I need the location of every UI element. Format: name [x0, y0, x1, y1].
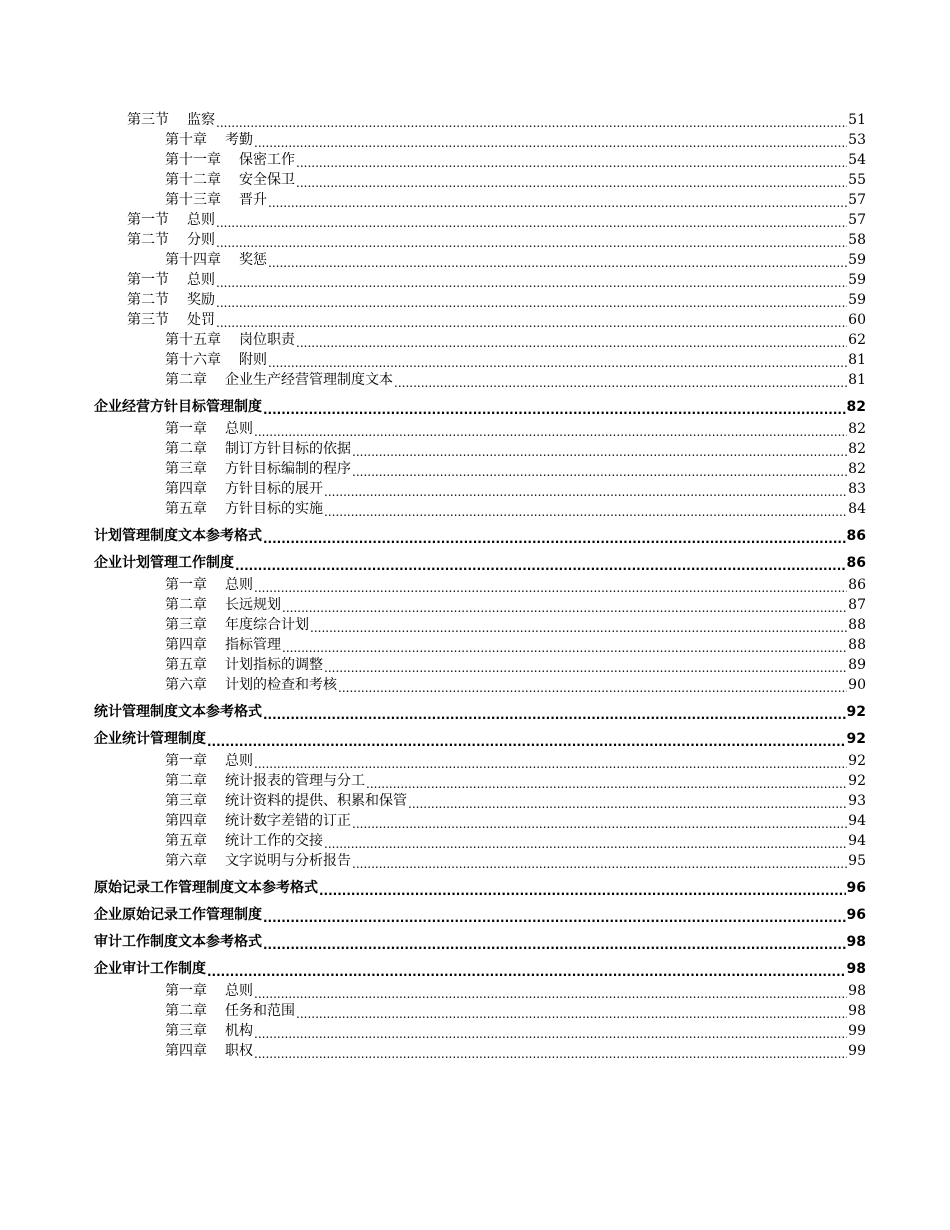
dot-leader [254, 756, 847, 770]
toc-entry-page-number: 96 [846, 907, 866, 923]
toc-entry-number: 第一章 [165, 753, 207, 769]
toc-entry-title: 统计数字差错的订正 [225, 813, 351, 829]
toc-entry-title: 安全保卫 [239, 172, 295, 188]
toc-entry-page-number: 86 [846, 555, 866, 571]
toc-entry-title: 计划的检查和考核 [225, 677, 337, 693]
toc-entry-title: 企业计划管理工作制度 [94, 555, 234, 571]
toc-entry-title: 机构 [225, 1023, 253, 1039]
toc-entry[interactable] [0, 397, 950, 417]
dot-leader [254, 1026, 847, 1040]
toc-entry-title: 统计管理制度文本参考格式 [94, 704, 262, 720]
toc-entry-page-number: 99 [848, 1023, 866, 1039]
toc-entry-number: 第一章 [165, 421, 207, 437]
dot-leader [254, 986, 847, 1000]
toc-entry-number: 第十五章 [165, 332, 221, 348]
toc-entry-page-number: 92 [846, 731, 866, 747]
toc-entry-page-number: 94 [848, 833, 866, 849]
toc-entry-title: 总则 [187, 212, 215, 228]
toc-entry-title: 统计资料的提供、积累和保管 [225, 793, 407, 809]
toc-entry-title: 审计工作制度文本参考格式 [94, 934, 262, 950]
toc-entry-page-number: 59 [848, 272, 866, 288]
dot-leader [216, 115, 847, 129]
toc-entry-title: 奖励 [187, 292, 215, 308]
toc-entry-page-number: 98 [848, 983, 866, 999]
dot-leader [268, 195, 847, 209]
dot-leader [263, 531, 846, 545]
toc-entry[interactable] [0, 878, 950, 898]
toc-entry[interactable] [0, 595, 950, 615]
dot-leader [263, 707, 846, 721]
toc-entry[interactable] [0, 170, 950, 190]
dot-leader [319, 883, 846, 897]
toc-entry-number: 第四章 [165, 637, 207, 653]
dot-leader [263, 910, 846, 924]
toc-entry-title: 总则 [225, 983, 253, 999]
toc-entry-number: 第三章 [165, 461, 207, 477]
toc-entry-title: 附则 [239, 352, 267, 368]
dot-leader [254, 580, 847, 594]
toc-entry[interactable] [0, 479, 950, 499]
toc-entry-title: 统计工作的交接 [225, 833, 323, 849]
toc-entry[interactable] [0, 439, 950, 459]
toc-entry-number: 第六章 [165, 853, 207, 869]
toc-entry-page-number: 87 [848, 597, 866, 613]
toc-entry-title: 年度综合计划 [225, 617, 309, 633]
toc-entry-page-number: 92 [848, 753, 866, 769]
toc-entry[interactable] [0, 811, 950, 831]
toc-entry[interactable] [0, 110, 950, 130]
toc-entry-title: 总则 [187, 272, 215, 288]
toc-entry[interactable] [0, 575, 950, 595]
toc-entry-number: 第五章 [165, 657, 207, 673]
toc-entry[interactable] [0, 1021, 950, 1041]
dot-leader [324, 660, 847, 674]
dot-leader [216, 215, 847, 229]
dot-leader [324, 836, 847, 850]
toc-entry-number: 第一节 [127, 212, 169, 228]
toc-entry-title: 总则 [225, 577, 253, 593]
toc-entry[interactable] [0, 190, 950, 210]
toc-entry-number: 第三章 [165, 1023, 207, 1039]
toc-entry-number: 第四章 [165, 1043, 207, 1059]
toc-entry[interactable] [0, 932, 950, 952]
toc-entry-number: 第二章 [165, 773, 207, 789]
toc-entry[interactable] [0, 635, 950, 655]
toc-entry-title: 计划管理制度文本参考格式 [94, 528, 262, 544]
toc-entry[interactable] [0, 553, 950, 573]
toc-entry-number: 第二节 [127, 232, 169, 248]
toc-entry-page-number: 59 [848, 252, 866, 268]
toc-entry-title: 总则 [225, 753, 253, 769]
dot-leader [254, 135, 847, 149]
dot-leader [338, 680, 847, 694]
toc-entry-number: 第二节 [127, 292, 169, 308]
toc-entry-number: 第一章 [165, 983, 207, 999]
toc-entry[interactable] [0, 615, 950, 635]
toc-entry-number: 第二章 [165, 1003, 207, 1019]
toc-entry[interactable] [0, 330, 950, 350]
dot-leader [296, 175, 847, 189]
dot-leader [254, 1046, 847, 1060]
dot-leader [282, 640, 847, 654]
toc-entry-page-number: 57 [848, 212, 866, 228]
toc-entry-page-number: 88 [848, 637, 866, 653]
toc-entry[interactable] [0, 905, 950, 925]
dot-leader [235, 558, 846, 572]
toc-entry[interactable] [0, 350, 950, 370]
toc-entry-title: 监察 [187, 112, 215, 128]
dot-leader [268, 255, 847, 269]
toc-entry-page-number: 55 [848, 172, 866, 188]
toc-entry-page-number: 83 [848, 481, 866, 497]
dot-leader [216, 315, 847, 329]
toc-entry-page-number: 89 [848, 657, 866, 673]
toc-entry-page-number: 88 [848, 617, 866, 633]
toc-entry-title: 任务和范围 [225, 1003, 295, 1019]
toc-entry-page-number: 82 [848, 421, 866, 437]
toc-entry-title: 企业统计管理制度 [94, 731, 206, 747]
dot-leader [352, 816, 847, 830]
toc-entry[interactable] [0, 459, 950, 479]
toc-entry-title: 岗位职责 [239, 332, 295, 348]
toc-entry[interactable] [0, 981, 950, 1001]
toc-entry-page-number: 98 [846, 961, 866, 977]
toc-entry[interactable] [0, 655, 950, 675]
dot-leader [352, 444, 847, 458]
toc-entry-number: 第二章 [165, 372, 207, 388]
toc-entry-page-number: 95 [848, 853, 866, 869]
toc-entry-title: 分则 [187, 232, 215, 248]
toc-entry-title: 指标管理 [225, 637, 281, 653]
toc-entry-number: 第十一章 [165, 152, 221, 168]
dot-leader [394, 375, 847, 389]
dot-leader [216, 235, 847, 249]
toc-entry-number: 第十三章 [165, 192, 221, 208]
toc-entry-number: 第三节 [127, 112, 169, 128]
toc-entry-title: 统计报表的管理与分工 [225, 773, 365, 789]
dot-leader [268, 355, 847, 369]
toc-entry-page-number: 82 [848, 461, 866, 477]
dot-leader [296, 1006, 847, 1020]
toc-entry-number: 第一章 [165, 577, 207, 593]
toc-entry-title: 考勤 [225, 132, 253, 148]
toc-entry-number: 第五章 [165, 501, 207, 517]
dot-leader [263, 402, 846, 416]
toc-entry-title: 企业审计工作制度 [94, 961, 206, 977]
toc-entry-title: 职权 [225, 1043, 253, 1059]
toc-entry-title: 计划指标的调整 [225, 657, 323, 673]
toc-entry-page-number: 86 [848, 577, 866, 593]
toc-entry[interactable] [0, 675, 950, 695]
toc-entry[interactable] [0, 290, 950, 310]
toc-entry-title: 原始记录工作管理制度文本参考格式 [94, 880, 318, 896]
toc-entry-number: 第四章 [165, 813, 207, 829]
toc-entry-page-number: 82 [846, 399, 866, 415]
toc-entry[interactable] [0, 270, 950, 290]
toc-entry-title: 方针目标的实施 [225, 501, 323, 517]
table-of-contents [0, 110, 950, 1061]
toc-entry-page-number: 84 [848, 501, 866, 517]
toc-entry-page-number: 60 [848, 312, 866, 328]
toc-entry[interactable] [0, 210, 950, 230]
toc-entry[interactable] [0, 771, 950, 791]
toc-entry-page-number: 99 [848, 1043, 866, 1059]
dot-leader [263, 937, 846, 951]
toc-entry[interactable] [0, 1041, 950, 1061]
dot-leader [216, 295, 847, 309]
toc-entry-number: 第五章 [165, 833, 207, 849]
toc-entry-number: 第十章 [165, 132, 207, 148]
toc-entry-title: 文字说明与分析报告 [225, 853, 351, 869]
toc-entry[interactable] [0, 831, 950, 851]
dot-leader [324, 504, 847, 518]
dot-leader [324, 484, 847, 498]
toc-entry[interactable] [0, 130, 950, 150]
toc-entry-page-number: 81 [848, 372, 866, 388]
toc-entry-page-number: 92 [846, 704, 866, 720]
toc-entry[interactable] [0, 230, 950, 250]
toc-entry-page-number: 54 [848, 152, 866, 168]
dot-leader [207, 964, 846, 978]
dot-leader [296, 155, 847, 169]
toc-entry-title: 企业经营方针目标管理制度 [94, 399, 262, 415]
toc-entry-page-number: 90 [848, 677, 866, 693]
toc-entry-page-number: 62 [848, 332, 866, 348]
dot-leader [282, 600, 847, 614]
toc-entry-page-number: 57 [848, 192, 866, 208]
toc-entry[interactable] [0, 1001, 950, 1021]
toc-entry[interactable] [0, 370, 950, 390]
toc-entry[interactable] [0, 851, 950, 871]
toc-entry-number: 第二章 [165, 597, 207, 613]
toc-entry-page-number: 96 [846, 880, 866, 896]
toc-entry-page-number: 51 [848, 112, 866, 128]
dot-leader [352, 856, 847, 870]
toc-entry-title: 制订方针目标的依据 [225, 441, 351, 457]
dot-leader [366, 776, 847, 790]
toc-entry-title: 长远规划 [225, 597, 281, 613]
dot-leader [310, 620, 847, 634]
toc-entry-title: 奖惩 [239, 252, 267, 268]
toc-entry[interactable] [0, 310, 950, 330]
toc-entry[interactable] [0, 751, 950, 771]
toc-entry-number: 第十二章 [165, 172, 221, 188]
toc-entry-title: 总则 [225, 421, 253, 437]
toc-entry-number: 第二章 [165, 441, 207, 457]
dot-leader [352, 464, 847, 478]
toc-entry[interactable] [0, 499, 950, 519]
toc-entry-page-number: 98 [848, 1003, 866, 1019]
dot-leader [296, 335, 847, 349]
toc-entry-title: 保密工作 [239, 152, 295, 168]
toc-entry-page-number: 98 [846, 934, 866, 950]
toc-entry-title: 晋升 [239, 192, 267, 208]
toc-entry-page-number: 94 [848, 813, 866, 829]
dot-leader [254, 424, 847, 438]
toc-entry[interactable] [0, 526, 950, 546]
toc-entry-title: 方针目标编制的程序 [225, 461, 351, 477]
toc-entry-title: 处罚 [187, 312, 215, 328]
toc-entry[interactable] [0, 419, 950, 439]
toc-entry-number: 第三节 [127, 312, 169, 328]
toc-entry[interactable] [0, 959, 950, 979]
toc-entry-number: 第三章 [165, 793, 207, 809]
toc-entry[interactable] [0, 702, 950, 722]
toc-entry[interactable] [0, 791, 950, 811]
toc-entry[interactable] [0, 250, 950, 270]
dot-leader [207, 734, 846, 748]
toc-entry-page-number: 93 [848, 793, 866, 809]
toc-entry-page-number: 53 [848, 132, 866, 148]
toc-entry-number: 第六章 [165, 677, 207, 693]
toc-entry-page-number: 81 [848, 352, 866, 368]
dot-leader [408, 796, 847, 810]
toc-entry[interactable] [0, 729, 950, 749]
toc-entry-number: 第一节 [127, 272, 169, 288]
toc-entry-page-number: 59 [848, 292, 866, 308]
toc-entry-number: 第十六章 [165, 352, 221, 368]
toc-entry-title: 企业原始记录工作管理制度 [94, 907, 262, 923]
toc-entry-number: 第十四章 [165, 252, 221, 268]
toc-entry-number: 第四章 [165, 481, 207, 497]
dot-leader [216, 275, 847, 289]
toc-entry-number: 第三章 [165, 617, 207, 633]
toc-entry-title: 方针目标的展开 [225, 481, 323, 497]
toc-entry-page-number: 58 [848, 232, 866, 248]
toc-entry-page-number: 86 [846, 528, 866, 544]
toc-entry[interactable] [0, 150, 950, 170]
toc-entry-title: 企业生产经营管理制度文本 [225, 372, 393, 388]
toc-entry-page-number: 92 [848, 773, 866, 789]
toc-entry-page-number: 82 [848, 441, 866, 457]
